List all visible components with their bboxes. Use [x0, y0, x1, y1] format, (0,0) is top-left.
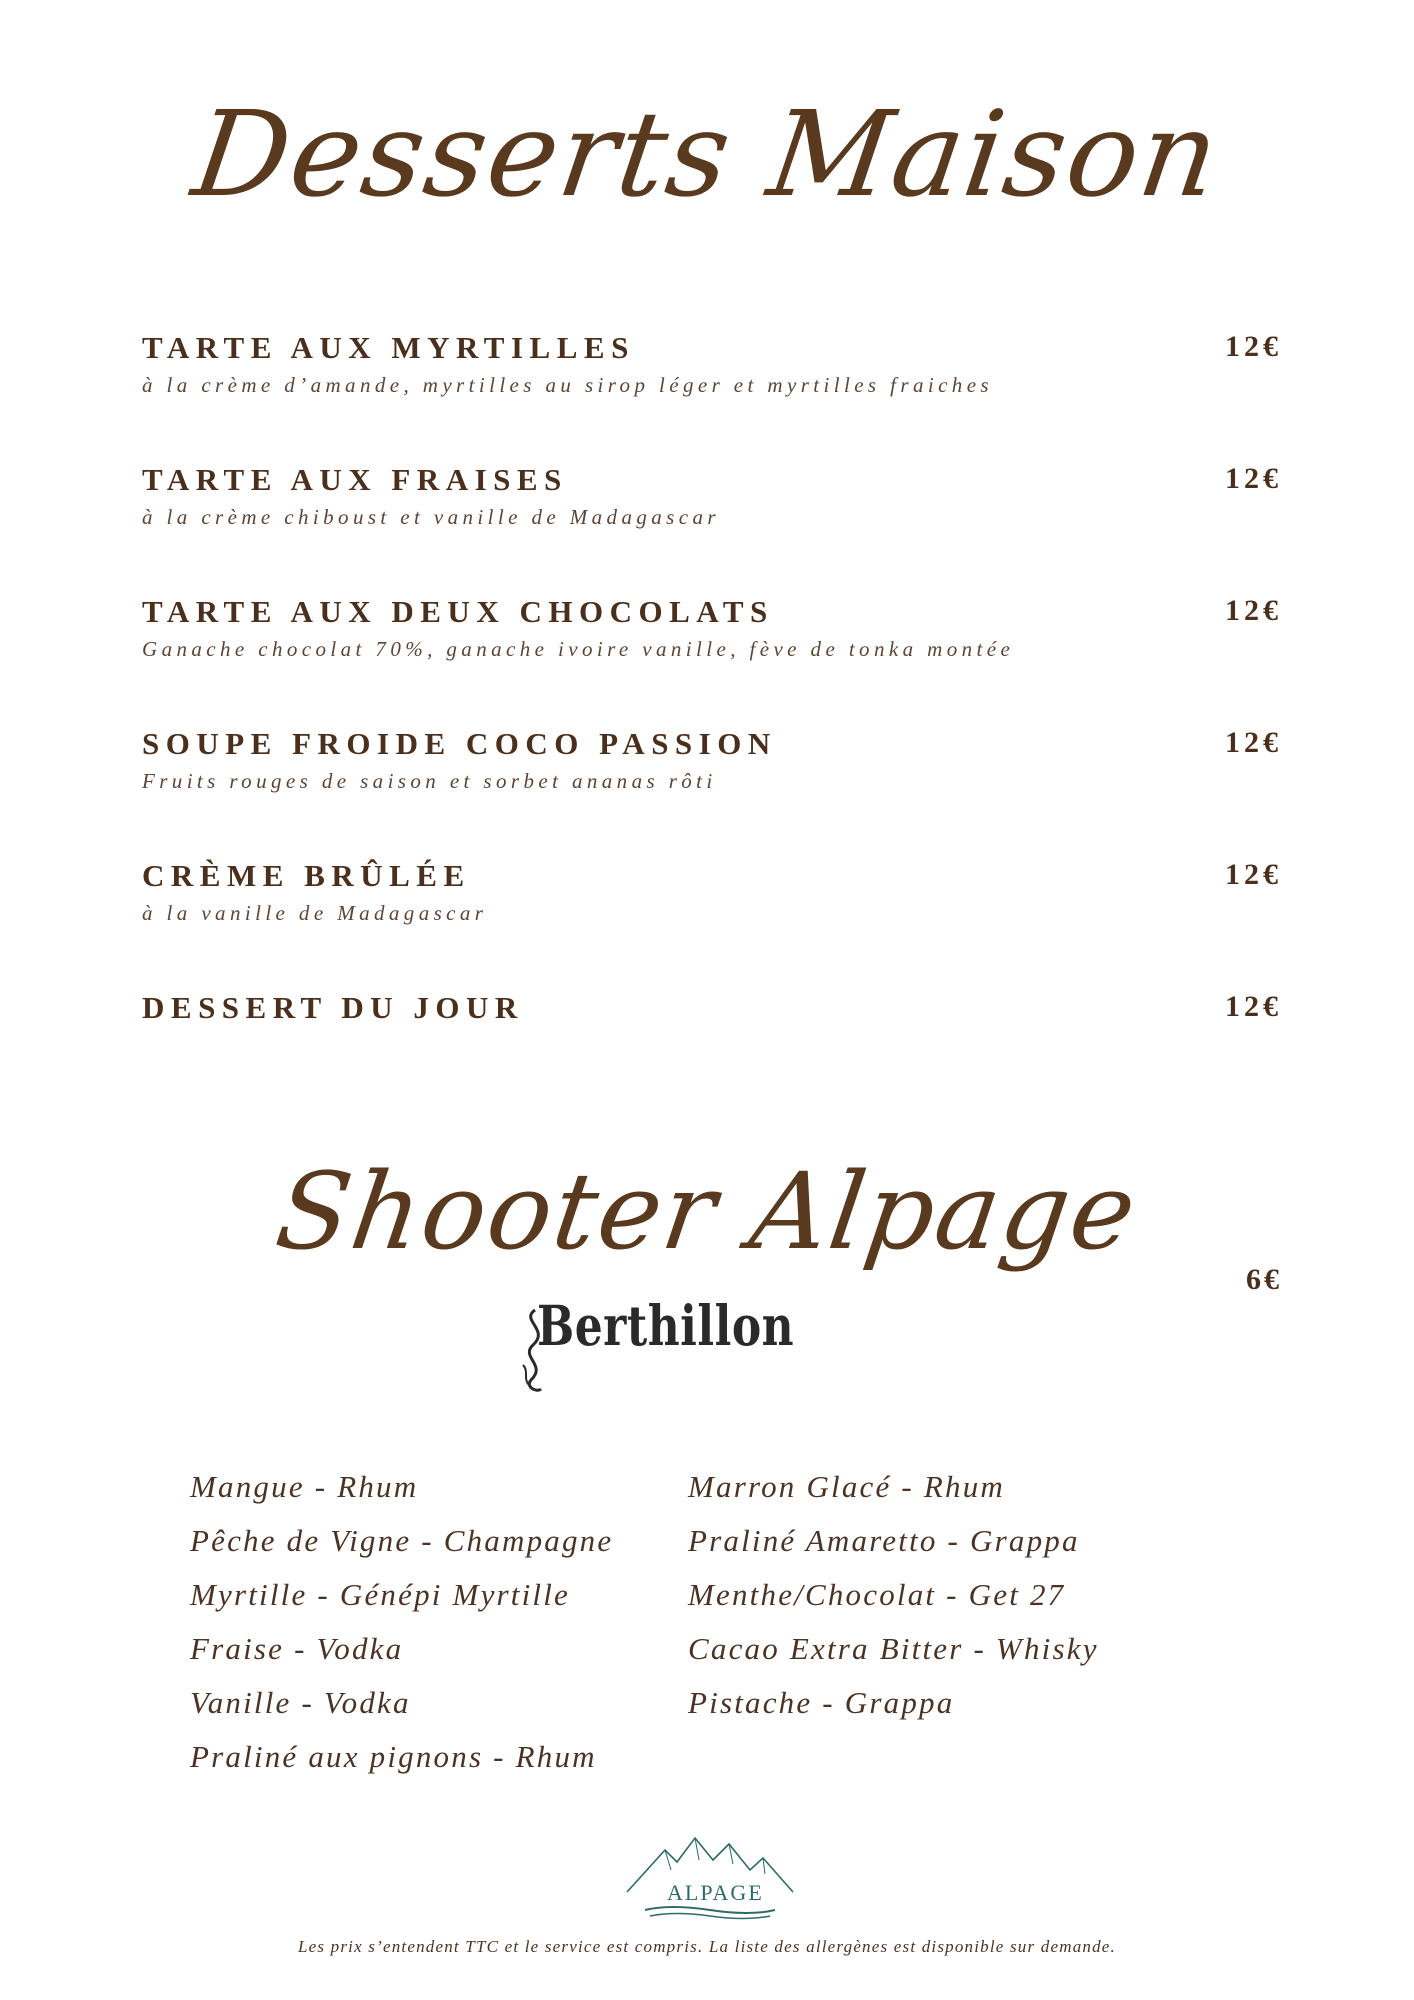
dessert-description: Ganache chocolat 70%, ganache ivoire vanille, fève de tonka montée	[142, 637, 1015, 661]
shooter-price: 6€	[1246, 1263, 1282, 1296]
dessert-name: TARTE AUX FRAISES	[142, 462, 568, 497]
dessert-description: à la crème d’amande, myrtilles au sirop léger et myrtilles fraiches	[142, 373, 994, 397]
dessert-name: TARTE AUX MYRTILLES	[142, 330, 635, 365]
shooter-title: Shooter Alpage	[269, 1150, 1145, 1273]
desserts-title: Desserts Maison	[185, 85, 1229, 223]
flavor-item: Praliné Amaretto - Grappa	[688, 1523, 1080, 1558]
dessert-price: 12€	[1225, 858, 1282, 891]
dessert-price: 12€	[1225, 330, 1282, 363]
dessert-item	[142, 457, 1282, 589]
alpage-logo	[625, 1830, 795, 1920]
dessert-name: SOUPE FROIDE COCO PASSION	[142, 726, 777, 761]
mountain-logo-icon	[625, 1830, 795, 1920]
flavor-item: Myrtille - Génépi Myrtille	[190, 1577, 571, 1612]
berthillon-logo	[515, 1295, 795, 1395]
flavor-item: Menthe/Chocolat - Get 27	[688, 1577, 1066, 1612]
dessert-price: 12€	[1225, 462, 1282, 495]
dessert-list	[142, 325, 1282, 1117]
flavor-item: Praliné aux pignons - Rhum	[190, 1739, 597, 1774]
dessert-name: CRÈME BRÛLÉE	[142, 858, 471, 893]
dessert-item	[142, 985, 1282, 1117]
flavor-item: Pistache - Grappa	[688, 1685, 955, 1720]
dessert-description: Fruits rouges de saison et sorbet ananas rôti	[142, 769, 717, 793]
flavor-item: Vanille - Vodka	[190, 1685, 411, 1720]
dessert-description: à la vanille de Madagascar	[142, 901, 488, 925]
flavor-list-right	[688, 1460, 1099, 1730]
alpage-wordmark: ALPAGE	[667, 1880, 764, 1905]
dessert-price: 12€	[1225, 990, 1282, 1023]
dessert-price: 12€	[1225, 726, 1282, 759]
berthillon-wordmark: Berthillon	[537, 1295, 795, 1359]
footer-note: Les prix s’entendent TTC et le service est compris. La liste des allergènes est disponible sur demande.	[298, 1937, 1116, 1956]
flavor-item: Cacao Extra Bitter - Whisky	[688, 1631, 1099, 1666]
dessert-item	[142, 589, 1282, 721]
dessert-name: DESSERT DU JOUR	[142, 990, 524, 1025]
dessert-price: 12€	[1225, 594, 1282, 627]
flavor-item: Mangue - Rhum	[190, 1469, 419, 1504]
flavor-item: Marron Glacé - Rhum	[688, 1469, 1006, 1504]
dessert-name: TARTE AUX DEUX CHOCOLATS	[142, 594, 774, 629]
flavor-item: Pêche de Vigne - Champagne	[190, 1523, 614, 1558]
dessert-description: à la crème chiboust et vanille de Madagascar	[142, 505, 720, 529]
dessert-item	[142, 325, 1282, 457]
dessert-item	[142, 853, 1282, 985]
flavor-item: Fraise - Vodka	[190, 1631, 404, 1666]
flavor-list-left	[190, 1460, 613, 1784]
dessert-item	[142, 721, 1282, 853]
